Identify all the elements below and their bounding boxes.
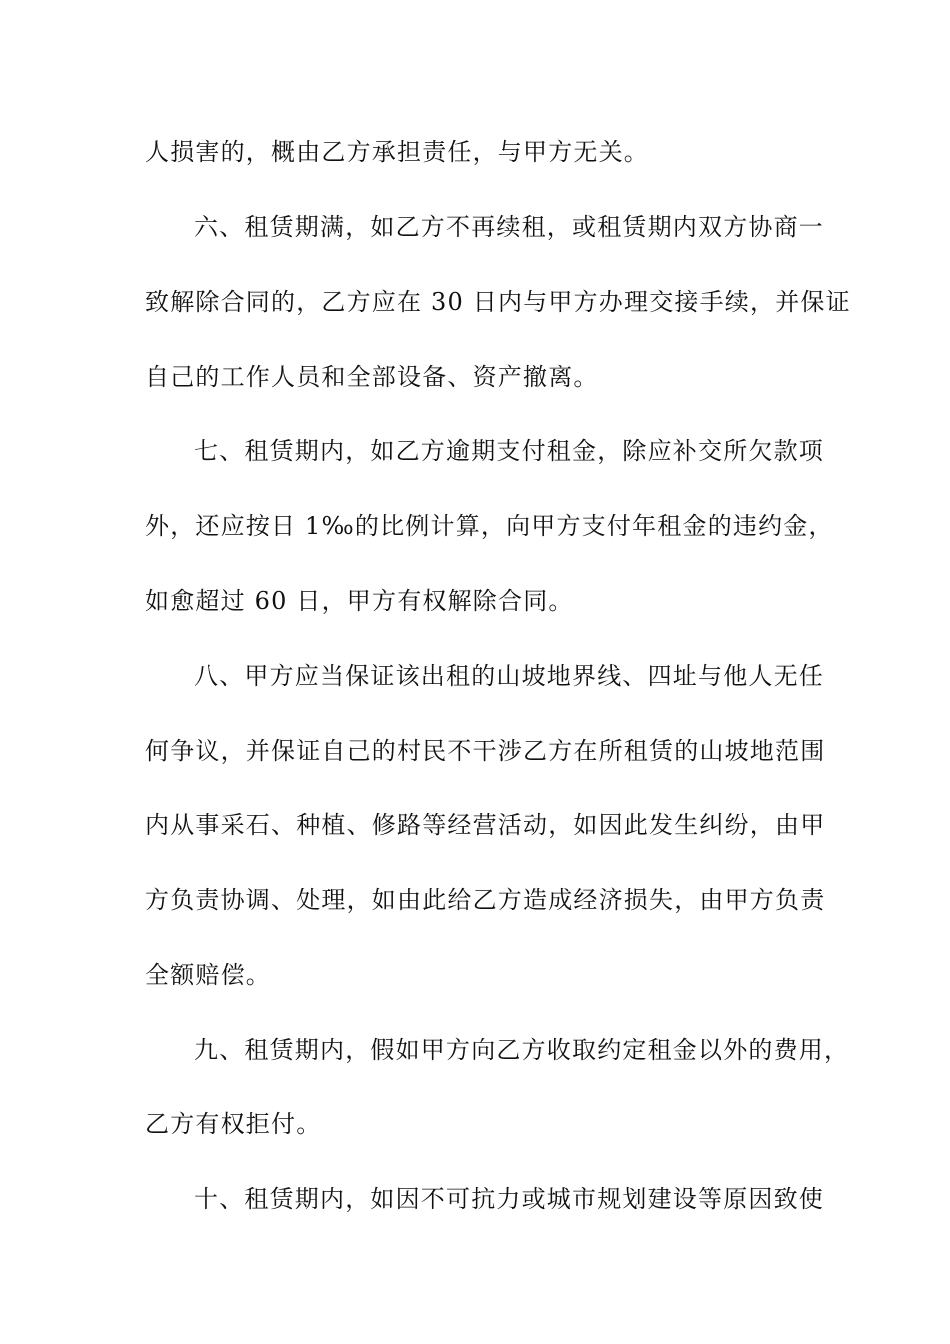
text-line: 何争议，并保证自己的村民不干涉乙方在所租赁的山坡地范围 — [145, 737, 826, 765]
text-line: 外，还应按日 1‰的比例计算，向甲方支付年租金的违约金， — [145, 512, 834, 540]
clause-7-line: 七、租赁期内，如乙方逾期支付租金，除应补交所欠款项 — [194, 437, 824, 465]
clause-8-line: 八、甲方应当保证该出租的山坡地界线、四址与他人无任 — [194, 662, 824, 690]
clause-9-line: 九、租赁期内，假如甲方向乙方收取约定租金以外的费用， — [194, 1036, 850, 1064]
text-line: 方负责协调、处理，如由此给乙方造成经济损失，由甲方负责 — [145, 886, 826, 914]
text-line: 人损害的，概由乙方承担责任，与甲方无关。 — [145, 138, 649, 166]
text-line: 如愈超过 60 日，甲方有权解除合同。 — [145, 587, 574, 615]
clause-10-line: 十、租赁期内，如因不可抗力或城市规划建设等原因致使 — [194, 1185, 824, 1213]
text-line: 全额赔偿。 — [145, 961, 271, 989]
text-line: 自己的工作人员和全部设备、资产撤离。 — [145, 363, 599, 391]
text-line: 乙方有权拒付。 — [145, 1110, 322, 1138]
text-line: 致解除合同的，乙方应在 30 日内与甲方办理交接手续，并保证 — [145, 288, 851, 316]
clause-6-line: 六、租赁期满，如乙方不再续租，或租赁期内双方协商一 — [194, 213, 824, 241]
text-line: 内从事采石、种植、修路等经营活动，如因此发生纠纷，由甲 — [145, 811, 826, 839]
